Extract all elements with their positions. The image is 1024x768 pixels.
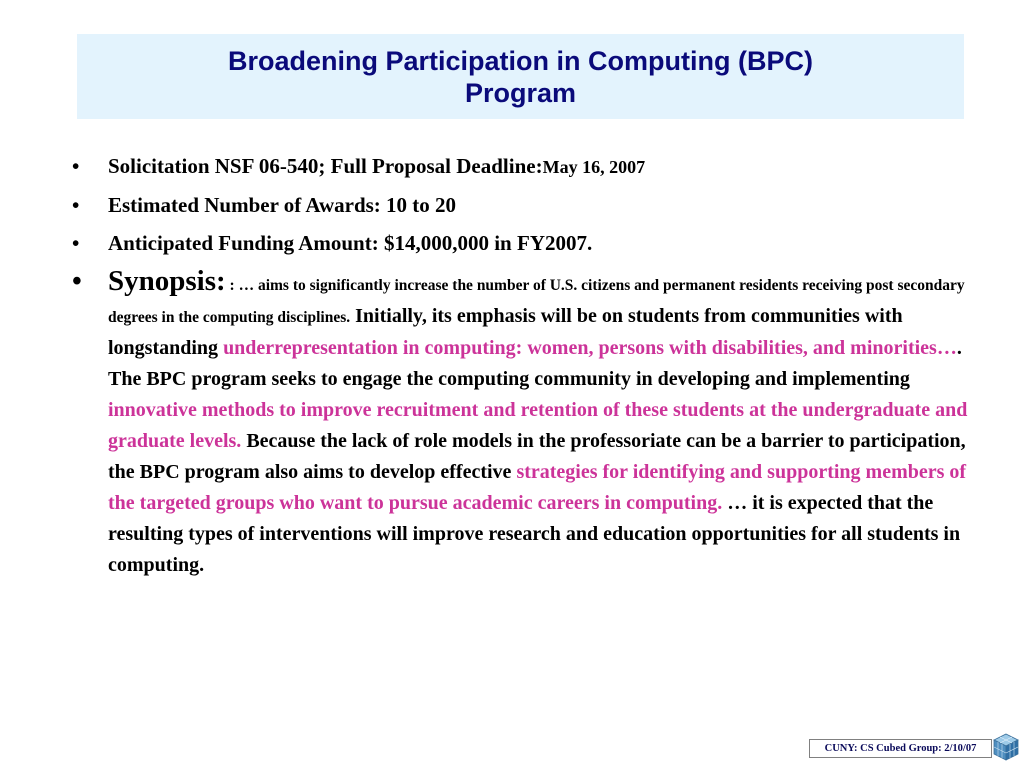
- synopsis-text-4: … it is expected that the resulting types of interventions will improve research and education opportunities for all students in computing.: [108, 492, 961, 576]
- funding-text: Anticipated Funding Amount: $14,000,000 in FY2007.: [108, 231, 593, 255]
- bullet-synopsis: [72, 266, 992, 581]
- bullet-solicitation: [72, 151, 992, 182]
- cube-logo-icon: [993, 733, 1019, 761]
- title-banner: [77, 34, 964, 119]
- bullet-dot-icon: •: [72, 266, 82, 297]
- synopsis-intro: aims to significantly increase the number of U.S. citizens and permanent residents receiving post secondary degrees in the computing disciplines.: [108, 277, 965, 326]
- synopsis-text-3: Because the lack of role models in the professoriate can be a barrier to participation, the BPC program also aims to develop effective: [108, 430, 966, 483]
- bullet-funding: [72, 228, 992, 258]
- footer-label: CUNY: CS Cubed Group: 2/10/07: [809, 739, 992, 758]
- bullet-awards: [72, 190, 992, 220]
- synopsis-highlight-3: strategies for identifying and supporting members of the targeted groups who want to pursue academic careers in computing.: [108, 461, 967, 514]
- synopsis-highlight-1: underrepresentation in computing: women, persons with disabilities, and minorities…: [223, 337, 957, 359]
- slide-title-line-2: Program: [464, 77, 577, 108]
- synopsis-highlight-2: innovative methods to improve recruitment and retention of these students at the undergraduate and graduate levels.: [108, 399, 968, 452]
- bullet-dot-icon: •: [72, 231, 80, 255]
- bullet-dot-icon: •: [72, 154, 80, 178]
- synopsis-label: Synopsis:: [108, 265, 226, 297]
- bullet-list: [72, 151, 992, 581]
- bullet-dot-icon: •: [72, 193, 80, 217]
- synopsis-ellipsis: : …: [225, 277, 258, 294]
- deadline-date: May 16, 2007: [542, 157, 646, 177]
- slide-title-line-1: Broadening Participation in Computing (BPC): [228, 45, 813, 76]
- synopsis-text-2: . The BPC program seeks to engage the computing community in developing and implementing: [108, 337, 962, 390]
- synopsis-text-1: Initially, its emphasis will be on students from communities with longstanding: [108, 305, 903, 359]
- solicitation-text: Solicitation NSF 06-540; Full Proposal Deadline:: [108, 154, 543, 178]
- awards-text: Estimated Number of Awards: 10 to 20: [108, 193, 457, 217]
